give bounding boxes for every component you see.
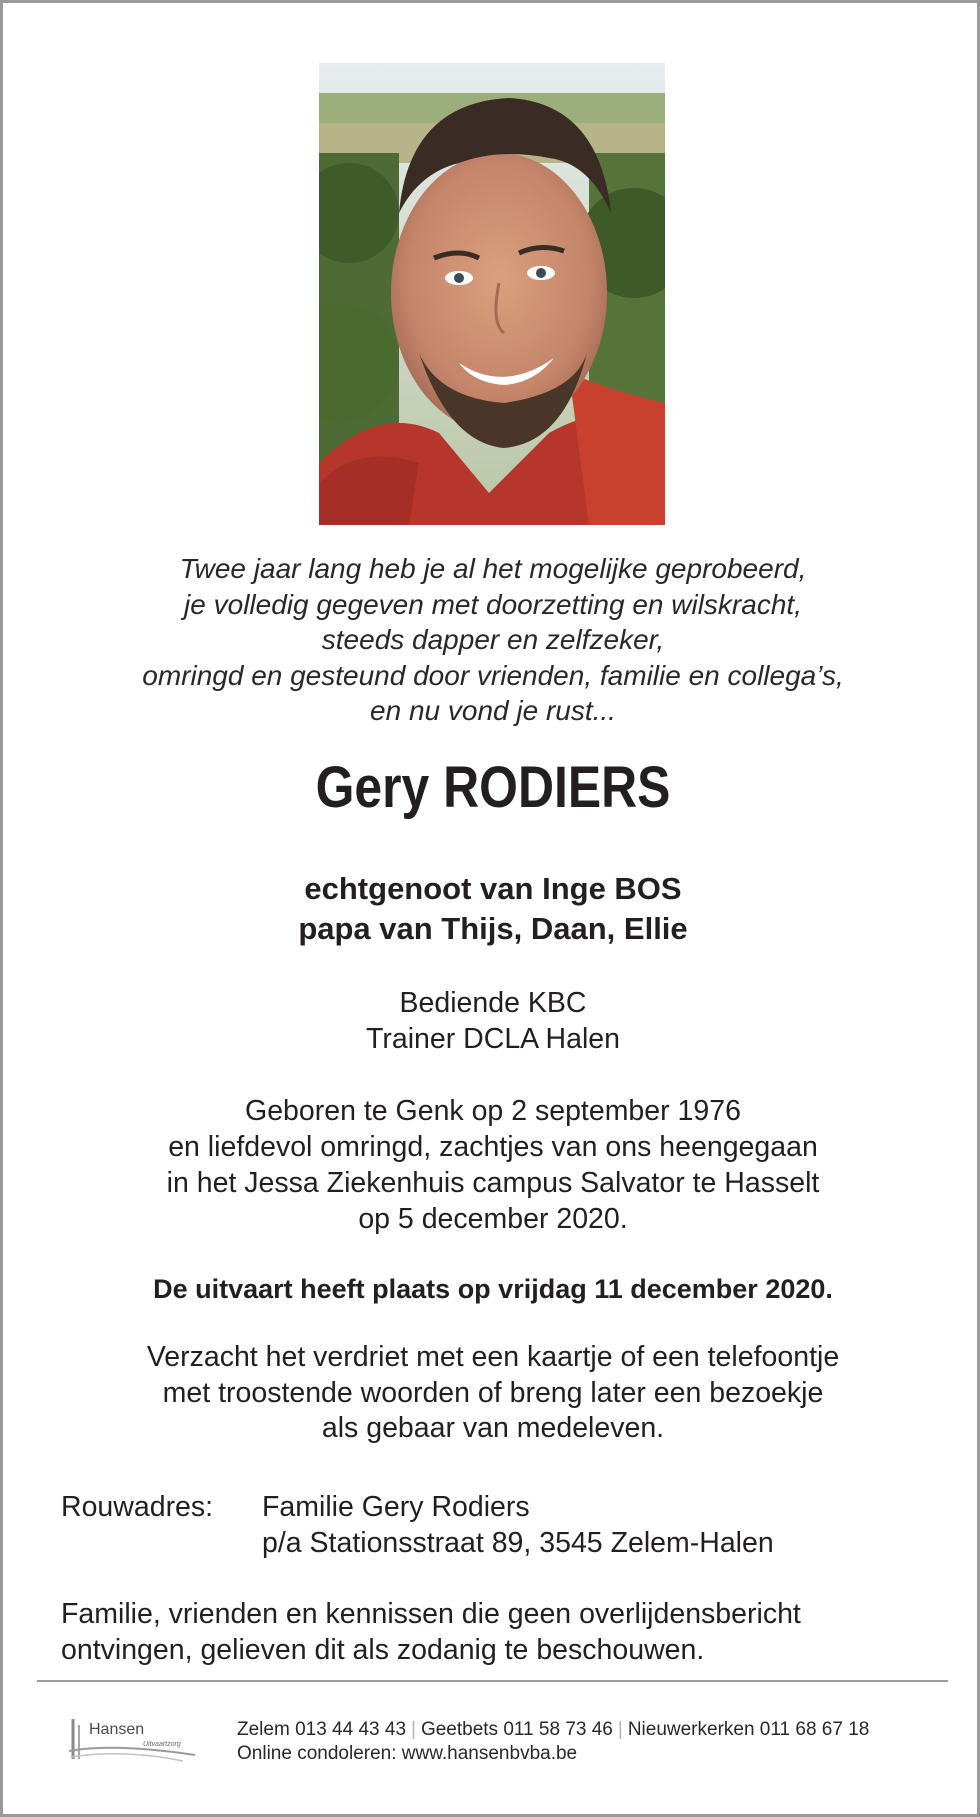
relations: [3, 869, 980, 949]
separator: |: [617, 1719, 623, 1740]
poem: [43, 551, 943, 729]
birth-death-text: [3, 1093, 980, 1237]
deceased-name: Gery RODIERS: [315, 755, 671, 820]
phone-line: [237, 1718, 869, 1742]
portrait-photo: [319, 63, 665, 525]
notice-line: Familie, vrienden en kennissen die geen overlijdensbericht: [61, 1598, 801, 1630]
condolence-line: Verzacht het verdriet met een kaartje of een telefoontje: [146, 1341, 840, 1373]
birth-death-line: Geboren te Genk op 2 september 1976: [245, 1095, 741, 1127]
notice-line: ontvingen, gelieven dit als zodanig te beschouwen.: [61, 1634, 705, 1666]
poem-line: omringd en gesteund door vrienden, familie en collega’s,: [142, 659, 844, 691]
address-line: p/a Stationsstraat 89, 3545 Zelem-Halen: [262, 1527, 774, 1559]
logo-subtitle: Uitvaartzorg: [143, 1741, 181, 1748]
address: [262, 1489, 774, 1561]
birth-death-line: in het Jessa Ziekenhuis campus Salvator te Hasselt: [166, 1167, 820, 1199]
poem-line: steeds dapper en zelfzeker,: [321, 624, 665, 655]
phone-geetbets: Geetbets 011 58 73 46: [420, 1719, 613, 1740]
spouse-line: echtgenoot van Inge BOS: [304, 871, 682, 906]
birth-death-line: en liefdevol omringd, zachtjes van ons heengegaan: [168, 1131, 818, 1163]
phone-zelem: Zelem 013 44 43 43: [237, 1719, 407, 1740]
funeral-home-logo: [65, 1715, 205, 1765]
separator: |: [411, 1719, 416, 1740]
funeral-date: De uitvaart heeft plaats op vrijdag 11 december 2020.: [153, 1274, 833, 1304]
birth-death-line: op 5 december 2020.: [358, 1203, 628, 1235]
poem-line: en nu vond je rust...: [370, 695, 616, 726]
occupation-line: Trainer DCLA Halen: [366, 1023, 620, 1055]
notice-text: [61, 1596, 801, 1668]
logo-name: Hansen: [89, 1721, 145, 1738]
online-condolence-link[interactable]: Online condoleren: www.hansenbvba.be: [237, 1743, 578, 1764]
portrait-image: [319, 63, 665, 525]
children-line: papa van Thijs, Daan, Ellie: [298, 911, 688, 946]
phone-nieuwerkerken: Nieuwerkerken 011 68 67 18: [627, 1719, 870, 1740]
condolence-line: als gebaar van medeleven.: [321, 1412, 665, 1444]
condolence-line: met troostende woorden of breng later een bezoekje: [162, 1376, 824, 1409]
condolence-text: [3, 1340, 980, 1447]
occupation: [3, 985, 980, 1057]
poem-line: je volledig gegeven met doorzetting en wilskracht,: [184, 588, 802, 620]
footer-divider: [37, 1680, 948, 1682]
poem-line: Twee jaar lang heb je al het mogelijke geprobeerd,: [179, 553, 807, 584]
contact-info: [237, 1718, 869, 1766]
occupation-line: Bediende KBC: [399, 987, 587, 1019]
address-line: Familie Gery Rodiers: [262, 1491, 530, 1523]
address-label: Rouwadres:: [61, 1491, 214, 1523]
